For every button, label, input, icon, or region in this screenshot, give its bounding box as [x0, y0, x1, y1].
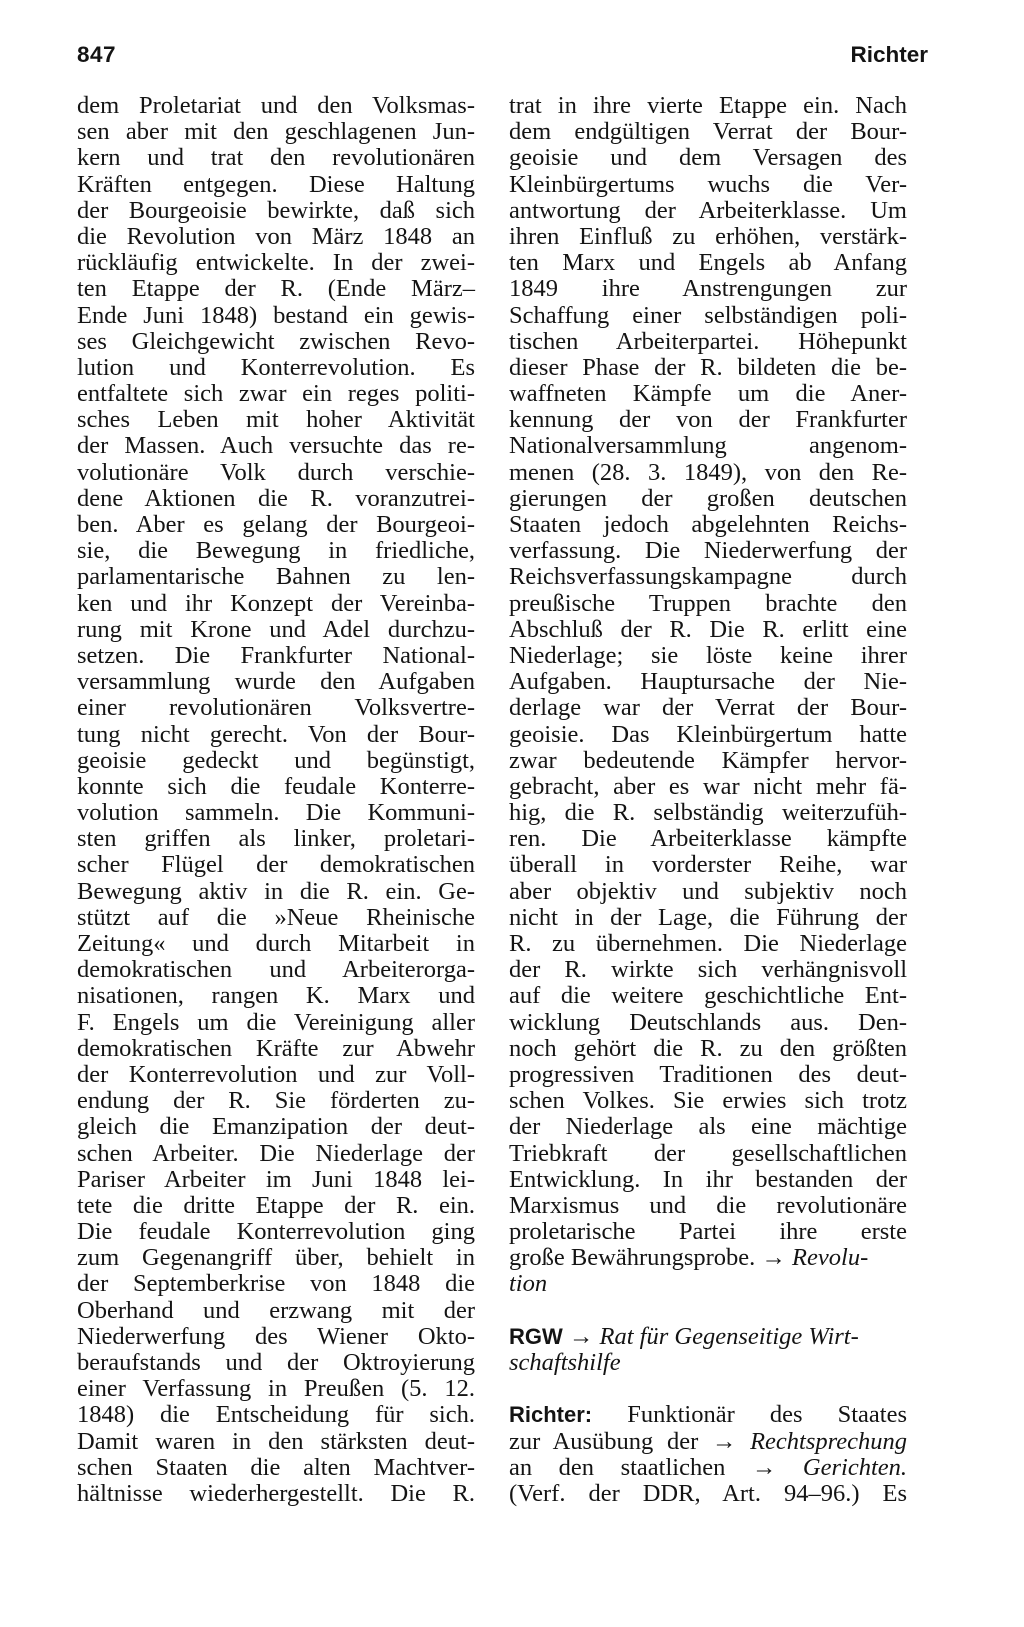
text-line: zum Gegenangriff über, behielt in — [77, 1244, 475, 1272]
text-line: Abschluß der R. Die R. erlitt eine — [509, 615, 907, 643]
text-line: volution sammeln. Die Kommuni- — [77, 799, 475, 827]
text-line: Ende Juni 1848) bestand ein gewis- — [77, 301, 475, 329]
entry-gap — [509, 1298, 907, 1324]
text-line: sten griffen als linker, proletari- — [77, 825, 475, 853]
text-line: nisationen, rangen K. Marx und — [77, 982, 475, 1010]
text-line: demokratischen Kräfte zur Abwehr — [77, 1034, 475, 1062]
text-line: wicklung Deutschlands aus. Den- — [509, 1008, 907, 1036]
page-header — [77, 42, 928, 82]
entry-gap — [509, 1376, 907, 1402]
text-line: proletarische Partei ihre erste — [509, 1218, 907, 1246]
line-text: zur Ausübung der → — [509, 1427, 751, 1455]
text-line: gleich die Emanzipation der deut- — [77, 1113, 475, 1141]
cross-reference: schaftshilfe — [509, 1349, 621, 1376]
text-line: nicht in der Lage, die Führung der — [509, 903, 907, 931]
text-line: verfassung. Die Niederwerfung der — [509, 537, 907, 565]
text-line: Schaffung einer selbständigen poli- — [509, 301, 907, 329]
text-line: Reichsverfassungskampagne durch — [509, 563, 907, 591]
text-line: ses Gleichgewicht zwischen Revo- — [77, 327, 475, 355]
text-line: kennung der von der Frankfurter — [509, 406, 907, 434]
text-line: parlamentarische Bahnen zu len- — [77, 563, 475, 591]
arrow: → — [562, 1322, 600, 1350]
text-line: hältnisse wiederhergestellt. Die R. — [77, 1479, 475, 1507]
text-line: menen (28. 3. 1849), von den Re- — [509, 458, 907, 486]
running-head: Richter — [850, 42, 928, 67]
text-line — [509, 1481, 907, 1507]
text-line: antwortung der Arbeiterklasse. Um — [509, 196, 907, 224]
text-line: Damit waren in den stärksten deut- — [77, 1427, 475, 1455]
text-line: Die feudale Konterrevolution ging — [77, 1218, 475, 1246]
text-line: Oberhand und erzwang mit der — [77, 1296, 475, 1324]
text-line: sen aber mit den geschlagenen Jun- — [77, 118, 475, 146]
text-line: Zeitung« und durch Mitarbeit in — [77, 930, 475, 957]
text-line: tung nicht gerecht. Von der Bour- — [77, 720, 475, 748]
text-line: der Septemberkrise von 1848 die — [77, 1270, 475, 1298]
right-column — [509, 93, 907, 1507]
text-line: stützt auf die »Neue Rheinische — [77, 903, 475, 931]
text-line: dieser Phase der R. bildeten die be- — [509, 353, 907, 381]
text-line: auf die weitere geschichtliche Ent- — [509, 982, 907, 1010]
text-line: 1848) die Entscheidung für sich. — [77, 1401, 475, 1429]
text-line: tischen Arbeiterpartei. Höhepunkt — [509, 327, 907, 355]
text-line: überall in vorderster Reihe, war — [509, 851, 907, 879]
text-line: gierungen der großen deutschen — [509, 484, 907, 512]
line-text: große Bewährungsprobe. → — [509, 1244, 793, 1272]
left-column — [77, 93, 475, 1507]
text-line: zwar bedeutende Kämpfer hervor- — [509, 746, 907, 774]
text-line: 1849 ihre Anstrengungen zur — [509, 275, 907, 303]
cross-reference: Revolu- — [792, 1244, 869, 1272]
text-line: Bewegung aktiv in die R. ein. Ge- — [77, 877, 475, 905]
text-line: rung mit Krone und Adel durchzu- — [77, 615, 475, 643]
text-line: setzen. Die Frankfurter National- — [77, 641, 475, 669]
text-line: demokratischen und Arbeiterorga- — [77, 956, 475, 984]
text-line: Nationalversammlung angenom- — [509, 432, 907, 460]
cross-reference: Rat für Gegenseitige Wirt- — [599, 1322, 859, 1350]
text-line: volutionäre Volk durch verschie- — [77, 458, 475, 486]
text-line: dem Proletariat und den Volksmas- — [77, 92, 475, 119]
line-text: Funktionär des Staates — [592, 1401, 907, 1429]
text-line: schen Volkes. Sie erwies sich trotz — [509, 1087, 907, 1115]
text-line: der R. wirkte sich verhängnisvoll — [509, 956, 907, 984]
text-line: aber objektiv und subjektiv noch — [509, 877, 907, 905]
text-line: F. Engels um die Vereinigung aller — [77, 1008, 475, 1036]
text-line: der Bourgeoisie bewirkte, daß sich — [77, 196, 475, 224]
text-line: konnte sich die feudale Konterre- — [77, 772, 475, 800]
text-line: geoisie und dem Versagen des — [509, 144, 907, 172]
text-line: dem endgültigen Verrat der Bour- — [509, 118, 907, 146]
text-line: endung der R. Sie förderten zu- — [77, 1087, 475, 1115]
right-column-body — [509, 93, 907, 1245]
line-text: an den staatlichen → — [509, 1453, 803, 1481]
text-line: progressiven Traditionen des deut- — [509, 1060, 907, 1088]
cross-reference: Rechtsprechung — [750, 1427, 907, 1455]
text-line: der Niederlage als eine mächtige — [509, 1113, 907, 1141]
text-line — [509, 1324, 907, 1350]
entry-keyword: RGW — [509, 1323, 563, 1349]
text-line: ten Marx und Engels ab Anfang — [509, 249, 907, 277]
text-line: die Revolution von März 1848 an — [77, 222, 475, 250]
text-line: der Konterrevolution und zur Voll- — [77, 1060, 475, 1088]
text-line: waffneten Kämpfe um die Aner- — [509, 380, 907, 408]
text-line: beraufstands und der Oktroyierung — [77, 1349, 475, 1376]
text-line: ten Etappe der R. (Ende März– — [77, 275, 475, 303]
text-line: gebracht, aber es war nicht mehr fä- — [509, 772, 907, 800]
cross-reference: tion — [509, 1270, 548, 1298]
text-line: Pariser Arbeiter im Juni 1848 lei- — [77, 1165, 475, 1193]
entry-keyword: Richter: — [509, 1402, 593, 1428]
text-line: versammlung wurde den Aufgaben — [77, 668, 475, 696]
text-line: einer Verfassung in Preußen (5. 12. — [77, 1375, 475, 1403]
text-line: rückläufig entwickelte. In der zwei- — [77, 249, 475, 277]
entry-richter — [509, 1402, 907, 1507]
text-line: Kräften entgegen. Diese Haltung — [77, 170, 475, 198]
text-line: hig, die R. selbständig weiterzufüh- — [509, 799, 907, 827]
cross-reference: Gerichten. — [802, 1453, 907, 1481]
text-line: Staaten jedoch abgelehnten Reichs- — [509, 511, 907, 538]
text-line: lution und Konterrevolution. Es — [77, 353, 475, 381]
text-line: noch gehört die R. zu den größten — [509, 1034, 907, 1062]
text-line: der Massen. Auch versuchte das re- — [77, 432, 475, 460]
text-line: ben. Aber es gelang der Bourgeoi- — [77, 511, 475, 538]
text-line: Marxismus und die revolutionäre — [509, 1191, 907, 1219]
text-line — [509, 1245, 907, 1271]
text-line — [509, 1429, 907, 1455]
text-line: dene Aktionen die R. voranzutrei- — [77, 484, 475, 512]
text-line: Aufgaben. Hauptursache der Nie- — [509, 668, 907, 696]
text-line: ihren Einfluß zu erhöhen, verstärk- — [509, 222, 907, 250]
text-line — [509, 1350, 907, 1376]
text-line: Kleinbürgertums wuchs die Ver- — [509, 170, 907, 198]
text-line: trat in ihre vierte Etappe ein. Nach — [509, 92, 907, 119]
text-line: preußische Truppen brachte den — [509, 589, 907, 617]
text-line — [509, 1402, 907, 1428]
text-line: Niederlage; sie löste keine ihrer — [509, 641, 907, 669]
text-line — [509, 1455, 907, 1481]
page-number: 847 — [77, 42, 117, 67]
text-line — [509, 1271, 907, 1297]
text-line: einer revolutionären Volksvertre- — [77, 694, 475, 722]
text-line: geoisie gedeckt und begünstigt, — [77, 746, 475, 774]
text-line: ren. Die Arbeiterklasse kämpfte — [509, 825, 907, 853]
text-line: kern und trat den revolutionären — [77, 144, 475, 172]
text-line: Triebkraft der gesellschaftlichen — [509, 1139, 907, 1167]
text-line: ken und ihr Konzept der Vereinba- — [77, 589, 475, 617]
entry-rgw — [509, 1324, 907, 1376]
text-line: tete die dritte Etappe der R. ein. — [77, 1191, 475, 1219]
text-line: scher Flügel der demokratischen — [77, 851, 475, 879]
text-line: entfaltete sich zwar ein reges politi- — [77, 380, 475, 408]
text-line: geoisie. Das Kleinbürgertum hatte — [509, 720, 907, 748]
text-line: R. zu übernehmen. Die Niederlage — [509, 930, 907, 957]
text-line: Niederwerfung des Wiener Okto- — [77, 1322, 475, 1350]
text-line: Entwicklung. In ihr bestanden der — [509, 1165, 907, 1193]
text-line: schen Arbeiter. Die Niederlage der — [77, 1139, 475, 1167]
text-line: derlage war der Verrat der Bour- — [509, 694, 907, 722]
text-line: sches Leben mit hoher Aktivität — [77, 406, 475, 434]
line-text: (Verf. der DDR, Art. 94–96.) Es — [509, 1479, 907, 1507]
text-line: schen Staaten die alten Machtver- — [77, 1453, 475, 1481]
text-line: sie, die Bewegung in friedliche, — [77, 537, 475, 565]
